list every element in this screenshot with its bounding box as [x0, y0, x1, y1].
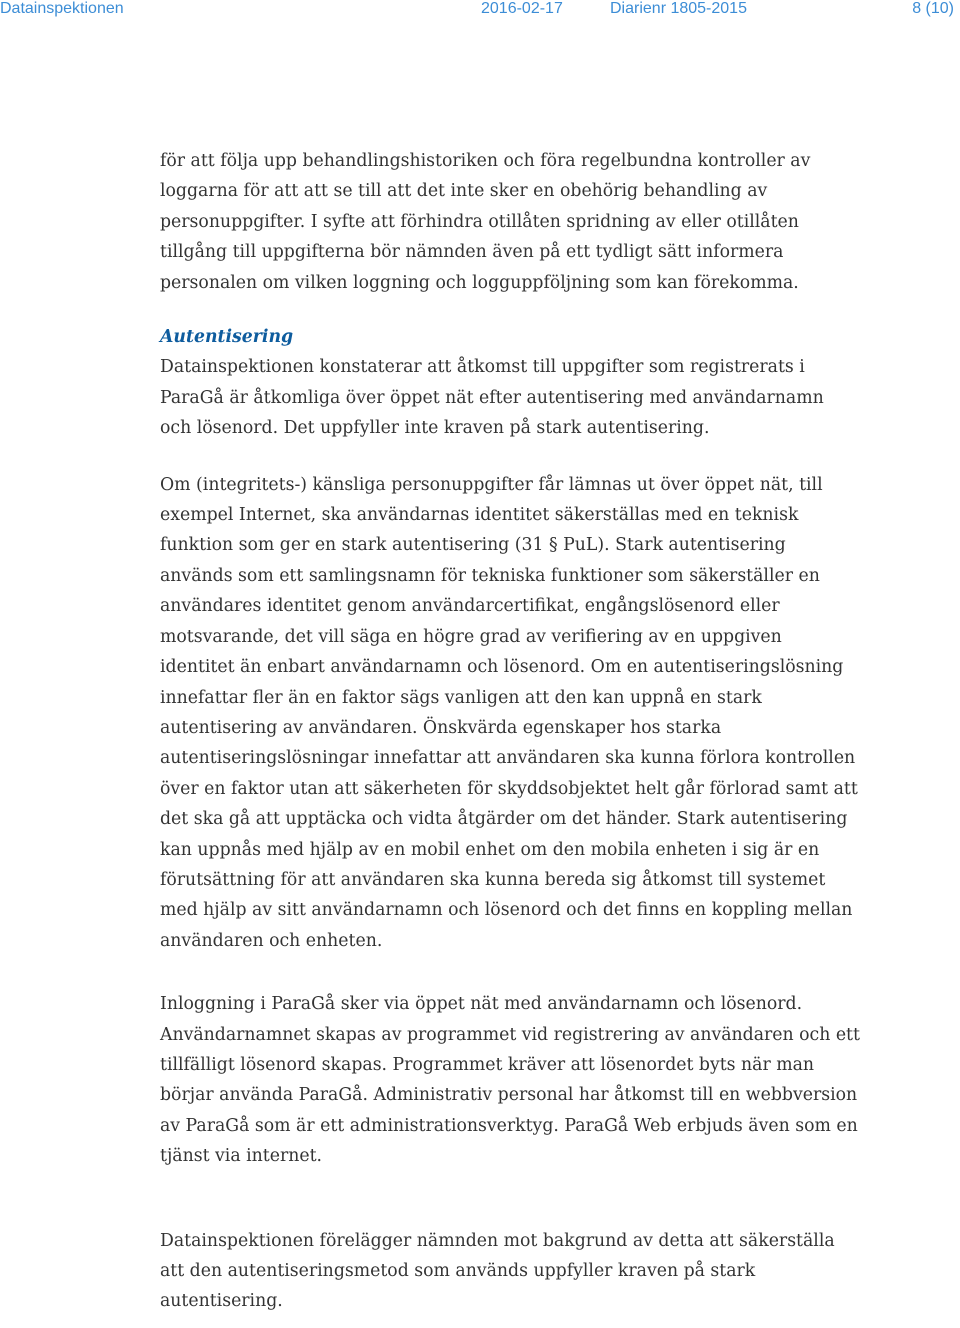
header-date: 2016-02-17 — [481, 0, 563, 17]
paragraph-access-finding: Datainspektionen konstaterar att åtkomst till uppgifter som registrerats i ParaGå är åtkomliga över öppet nät efter autentisering med användarnamn och lösenord. Det uppfyller inte kraven på stark autentisering. — [160, 357, 824, 439]
header-organization: Datainspektionen — [0, 0, 124, 17]
paragraph-paraga-login: Inloggning i ParaGå sker via öppet nät med användarnamn och lösenord. Användarnamnet skapas av programmet vid registrering av användaren och ett tillfälligt lösenord skapas. Programmet kräver att lösenordet byts när man börjar använda ParaGå. Administrativ personal har åtkomst till en webbversion av ParaGå som är ett administrationsverktyg. ParaGå Web erbjuds även som en tjänst via internet. — [160, 994, 860, 1167]
header-page-number: 8 (10) — [912, 0, 954, 17]
header-diary-number: Diarienr 1805-2015 — [610, 0, 747, 17]
paragraph-injunction: Datainspektionen förelägger nämnden mot bakgrund av detta att säkerställa att den autentiseringsmetod som används uppfyller kraven på stark autentisering. — [160, 1230, 835, 1312]
section-heading-autentisering: Autentisering — [160, 327, 294, 348]
page-header — [0, 0, 960, 24]
document-body — [160, 146, 860, 1317]
paragraph-strong-authentication: Om (integritets-) känsliga personuppgifter får lämnas ut över öppet nät, till exempel Internet, ska användarnas identitet säkerställas med en teknisk funktion som ger en stark autentisering (31 § PuL). Stark autentisering används som ett samlingsnamn för tekniska funktioner som säkerställer en användares identitet genom användarcertifikat, engångslösenord eller motsvarande, det vill säga en högre grad av verifiering av en uppgiven identitet än enbart användarnamn och lösenord. Om en autentiseringslösning innefattar fler än en faktor sägs vanligen att den kan uppnå en stark autentisering av användaren. Önskvärda egenskaper hos starka autentiseringslösningar innefattar att användaren ska kunna förlora kontrollen över en faktor utan att säkerheten för skyddsobjektet helt går förlorad samt att det ska gå att upptäcka och vidta åtgärder om det händer. Stark autentisering kan uppnås med hjälp av en mobil enhet om den mobila enheten i sig är en förutsättning för att användaren ska kunna bereda sig åtkomst till systemet med hjälp av sitt användarnamn och lösenord och det finns en koppling mellan användaren och enheten. — [160, 474, 858, 951]
paragraph-logging: för att följa upp behandlingshistoriken och föra regelbundna kontroller av loggarna för att att se till att det inte sker en obehörig behandling av personuppgifter. I syfte att förhindra otillåten spridning av eller otillåten tillgång till uppgifterna bör nämnden även på ett tydligt sätt informera personalen om vilken loggning och logguppföljning som kan förekomma. — [160, 151, 811, 293]
